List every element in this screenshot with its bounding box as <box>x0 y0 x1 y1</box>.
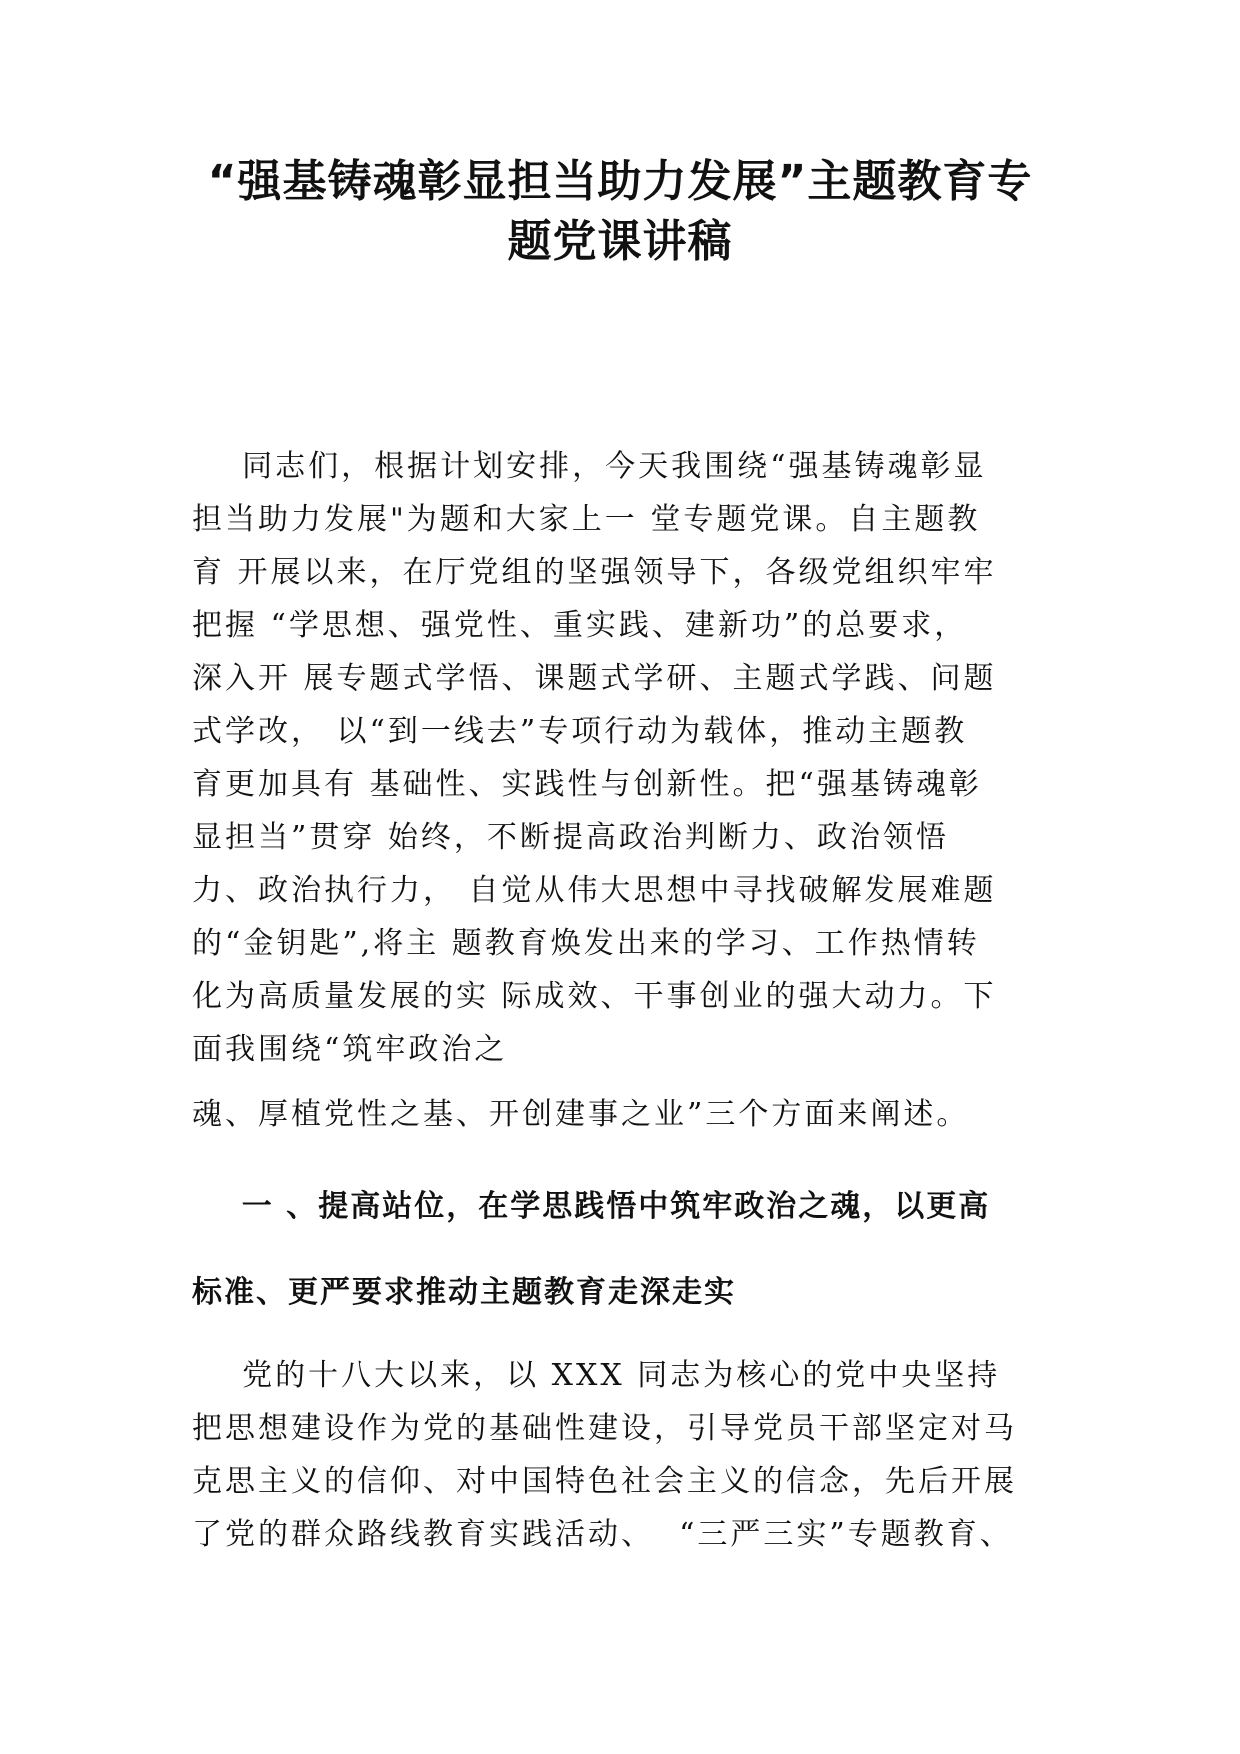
section-1-paragraph <box>192 1349 1072 1561</box>
intro-line: 担当助力发展"为题和大家上一 堂专题党课。自主题教 <box>192 502 981 537</box>
document-title <box>150 152 1090 272</box>
section-1-heading-line-1: 一 、提高站位，在学思践悟中筑牢政治之魂，以更高 <box>192 1189 991 1224</box>
intro-line: 育 开展以来，在厅党组的坚强领导下，各级党组织牢牢 <box>192 555 997 590</box>
intro-line: 显担当”贯穿 始终，不断提高政治判断力、政治领悟 <box>192 820 949 855</box>
intro-line: 深入开 展专题式学悟、课题式学研、主题式学践、问题 <box>192 661 997 696</box>
intro-line: 力、政治执行力， 自觉从伟大思想中寻找破解发展难题 <box>192 873 997 908</box>
intro-line: 面我围绕“筑牢政治之 <box>192 1032 508 1067</box>
intro-line: 化为高质量发展的实 际成效、干事创业的强大动力。下 <box>192 979 997 1014</box>
intro-last-line: 魂、厚植党性之基、开创建事之业”三个方面来阐述。 <box>192 1097 970 1132</box>
intro-line: 同志们，根据计划安排，今天我围绕“强基铸魂彰显 <box>192 449 987 484</box>
intro-line: 育更加具有 基础性、实践性与创新性。把“强基铸魂彰 <box>192 767 982 802</box>
title-line-1: “强基铸魂彰显担当助力发展”主题教育专 <box>207 156 1033 207</box>
intro-line: 的“金钥匙”,将主 题教育焕发出来的学习、工作热情转 <box>192 926 980 961</box>
paragraph-gap <box>192 1076 1072 1088</box>
section-1-line: 把思想建设作为党的基础性建设，引导党员干部坚定对马 <box>192 1411 1017 1446</box>
intro-line: 式学改， 以“到一线去”专项行动为载体，推动主题教 <box>192 714 968 749</box>
section-1-line: 克思主义的信仰、对中国特色社会主义的信念，先后开展 <box>192 1464 1017 1499</box>
intro-paragraph <box>192 440 1072 1141</box>
title-line-2: 题党课讲稿 <box>507 216 733 267</box>
section-1-line: 了党的群众路线教育实践活动、 “三严三实”专题教育、 <box>192 1517 1013 1552</box>
intro-line: 把握 “学思想、强党性、重实践、建新功”的总要求， <box>192 608 968 643</box>
document-body <box>192 440 1072 1561</box>
section-1-heading-line-2: 标准、更严要求推动主题教育走深走实 <box>192 1275 736 1310</box>
section-1-line: 党的十八大以来，以 XXX 同志为核心的党中央坚持 <box>192 1358 1001 1393</box>
